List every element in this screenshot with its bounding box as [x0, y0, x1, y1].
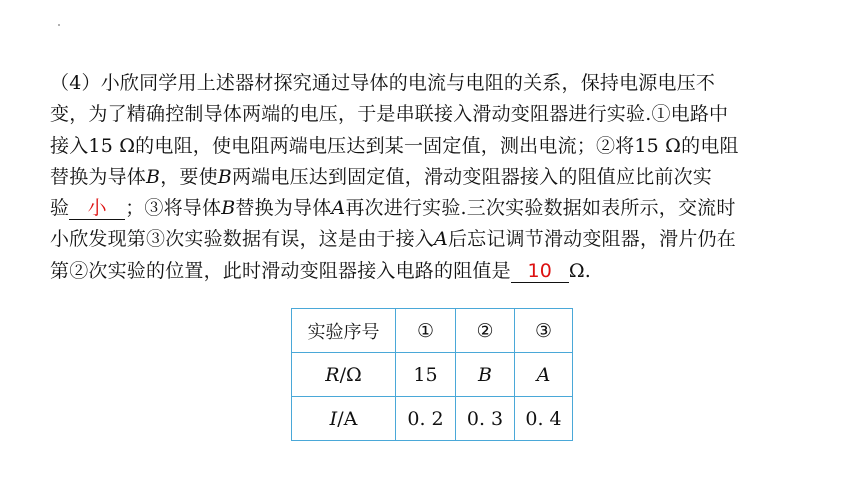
var-b: B — [221, 197, 236, 220]
table-cell: 0. 4 — [515, 397, 573, 441]
text: 替换为导体 — [235, 197, 332, 220]
question-paragraph — [50, 68, 820, 287]
question-line-1 — [50, 68, 820, 99]
label-var: I — [329, 407, 338, 430]
question-line-5 — [50, 193, 820, 224]
answer-1: 小 — [87, 197, 107, 220]
table-header-row — [292, 309, 573, 353]
header-cell: 实验序号 — [292, 309, 396, 353]
header-cell: ① — [396, 309, 456, 353]
table-cell: A — [515, 353, 573, 397]
text: ，要使 — [160, 165, 218, 188]
row-label-current — [292, 397, 396, 441]
header-cell: ③ — [515, 309, 573, 353]
experiment-data-table — [291, 308, 573, 441]
text: 两端电压达到固定值，滑动变阻器接入的阻值应比前次实 — [231, 165, 712, 188]
question-line-2 — [50, 99, 820, 130]
text: 第②次实验的位置，此时滑动变阻器接入电路的阻值是 — [50, 259, 511, 282]
label-var: R — [325, 363, 340, 386]
table-row-current — [292, 397, 573, 441]
var-a: A — [331, 197, 346, 220]
answer-blank-2 — [511, 260, 569, 283]
table-cell: B — [456, 353, 515, 397]
text: 变，为了精确控制导体两端的电压，于是串联接入滑动变阻器进行实验.①电路中 — [50, 103, 729, 126]
table-cell: 0. 2 — [396, 397, 456, 441]
text: Ω. — [568, 259, 592, 282]
label-unit: /A — [337, 407, 358, 430]
header-cell: ② — [456, 309, 515, 353]
text: 验 — [50, 197, 70, 220]
table-row-resistance — [292, 353, 573, 397]
text: 小欣发现第③次实验数据有误，这是由于接入 — [50, 228, 435, 251]
question-line-3 — [50, 131, 820, 162]
text: （4）小欣同学用上述器材探究通过导体的电流与电阻的关系，保持电源电压不 — [50, 72, 716, 94]
answer-blank-1 — [69, 197, 125, 220]
var-a: A — [434, 228, 448, 251]
table-cell: 0. 3 — [456, 397, 515, 441]
text: 后忘记调节滑动变阻器，滑片仍在 — [447, 228, 736, 251]
text: 再次进行实验.三次实验数据如表所示，交流时 — [345, 197, 736, 220]
row-label-resistance — [292, 353, 396, 397]
corner-dot — [58, 24, 60, 26]
question-line-4 — [50, 162, 820, 193]
text: 接入15 Ω的电阻，使电阻两端电压达到某一固定值，测出电流；②将15 Ω的电阻 — [50, 134, 739, 157]
text: ；③将导体 — [125, 197, 222, 220]
question-line-7 — [50, 256, 820, 287]
text: 替换为导体 — [50, 165, 147, 188]
var-b: B — [146, 165, 161, 188]
question-line-6 — [50, 224, 820, 255]
answer-2: 10 — [527, 259, 553, 282]
var-b: B — [217, 165, 232, 188]
label-unit: /Ω — [339, 363, 362, 386]
table-cell: 15 — [396, 353, 456, 397]
